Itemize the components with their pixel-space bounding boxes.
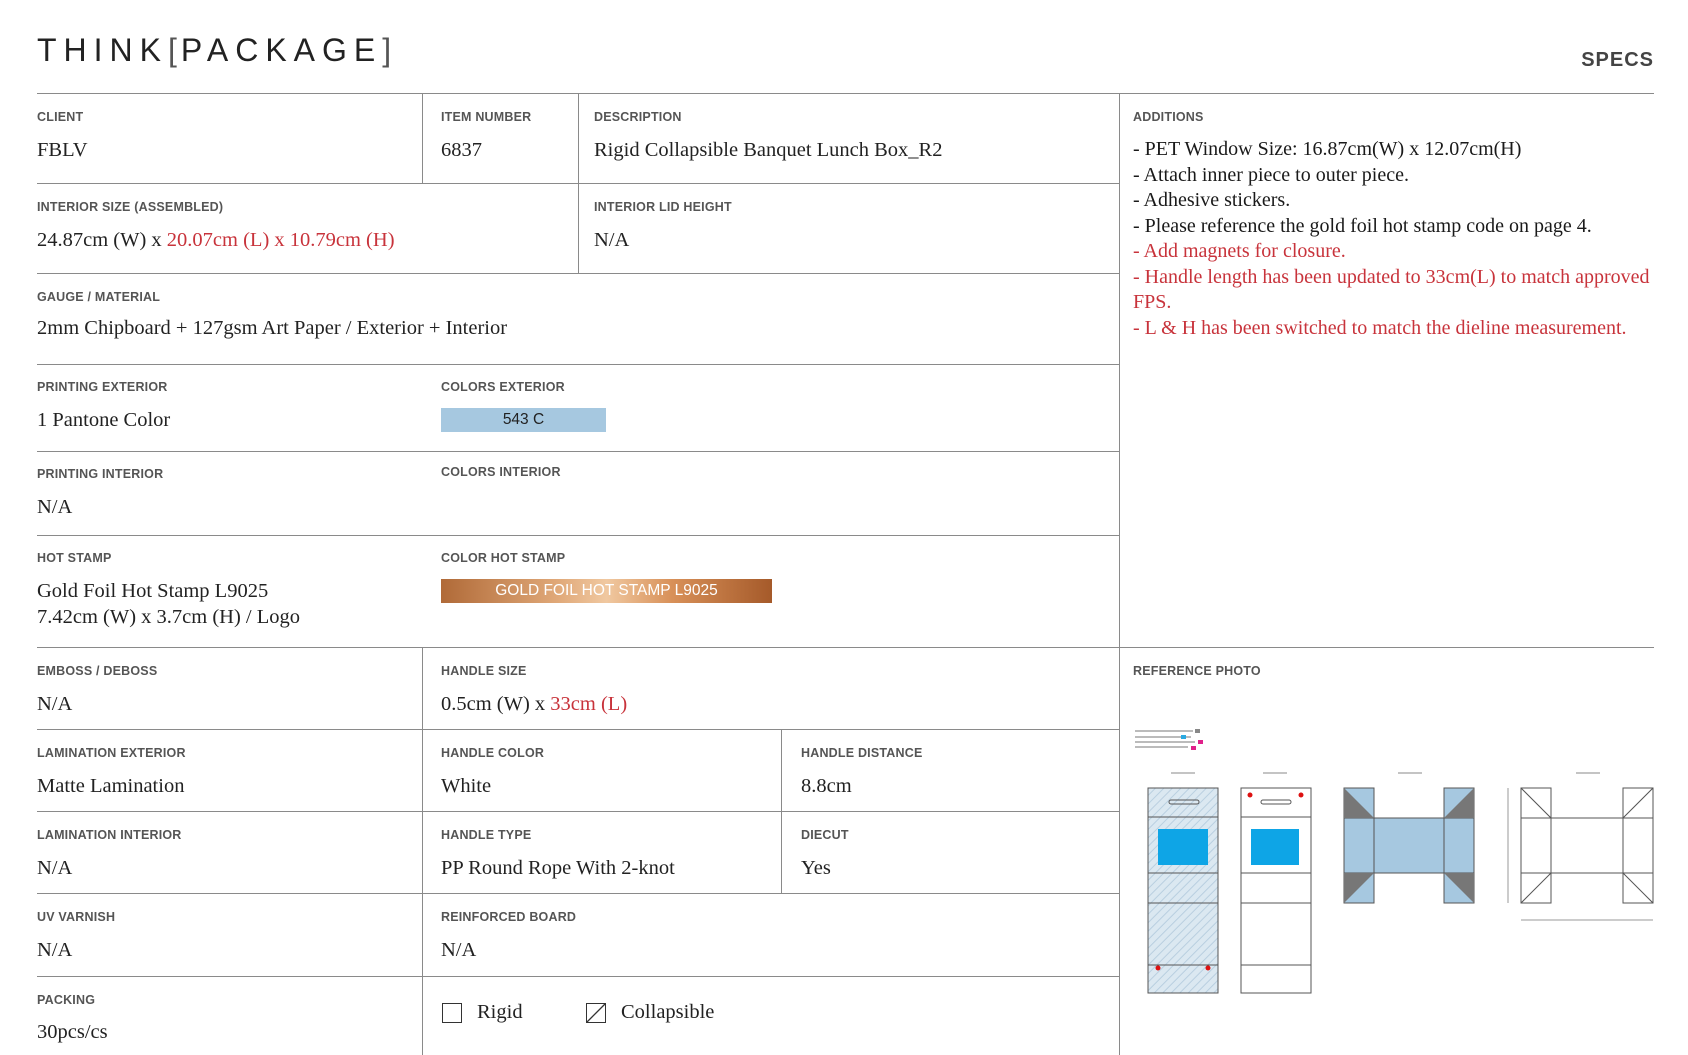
gauge-material-value: 2mm Chipboard + 127gsm Art Paper / Exterior + Interior — [37, 317, 508, 339]
gauge-material-label: GAUGE / MATERIAL — [37, 290, 161, 304]
addition-item-updated: - Handle length has been updated to 33cm(L) to match approved FPS. — [1133, 265, 1650, 313]
packing-value: 30pcs/cs — [37, 1021, 108, 1043]
lamination-exterior-label: LAMINATION EXTERIOR — [37, 746, 186, 760]
divider — [37, 364, 1119, 365]
reference-dieline-image — [1133, 725, 1658, 995]
brand-logo — [37, 32, 395, 69]
hot-stamp-label: HOT STAMP — [37, 551, 112, 565]
emboss-deboss-value: N/A — [37, 693, 73, 715]
additions-list — [1133, 137, 1663, 341]
handle-type-label: HANDLE TYPE — [441, 828, 532, 842]
handle-distance-value: 8.8cm — [801, 775, 852, 797]
addition-item: - Adhesive stickers. — [1133, 189, 1291, 211]
addition-item-updated: - L & H has been switched to match the dieline measurement. — [1133, 316, 1627, 339]
divider — [37, 273, 1119, 274]
interior-size-part: 24.87cm (W) x — [37, 229, 167, 251]
divider — [781, 729, 782, 893]
interior-lid-height-label: INTERIOR LID HEIGHT — [594, 200, 732, 214]
brand-right: PACKAGE — [180, 32, 383, 68]
divider — [37, 647, 1654, 648]
checked-slash-icon — [586, 1003, 606, 1023]
diecut-value: Yes — [801, 857, 831, 879]
collapsible-checkbox[interactable] — [586, 1003, 606, 1023]
handle-color-label: HANDLE COLOR — [441, 746, 545, 760]
collapsible-option-label: Collapsible — [621, 1001, 715, 1023]
handle-size-updated: 33cm (L) — [550, 693, 628, 715]
addition-item: - PET Window Size: 16.87cm(W) x 12.07cm(H) — [1133, 138, 1522, 160]
divider — [37, 535, 1119, 536]
printing-interior-value: N/A — [37, 496, 73, 518]
colors-exterior-label: COLORS EXTERIOR — [441, 380, 565, 394]
colors-interior-label: COLORS INTERIOR — [441, 465, 561, 479]
printing-interior-label: PRINTING INTERIOR — [37, 467, 164, 481]
uv-varnish-value: N/A — [37, 939, 73, 961]
hot-stamp-line1: Gold Foil Hot Stamp L9025 — [37, 580, 269, 602]
client-value: FBLV — [37, 139, 88, 161]
interior-lid-height-value: N/A — [594, 229, 630, 251]
handle-type-value: PP Round Rope With 2-knot — [441, 857, 675, 879]
addition-item: - Attach inner piece to outer piece. — [1133, 163, 1409, 186]
addition-item-updated: - Add magnets for closure. — [1133, 240, 1346, 262]
packing-label: PACKING — [37, 993, 96, 1007]
hot-stamp-line2: 7.42cm (W) x 3.7cm (H) / Logo — [37, 606, 301, 628]
divider — [37, 451, 1119, 452]
brand-bracket-close: ] — [382, 32, 396, 68]
brand-bracket-open: [ — [168, 32, 181, 68]
divider — [422, 647, 423, 1055]
divider — [1119, 93, 1120, 1055]
emboss-deboss-label: EMBOSS / DEBOSS — [37, 664, 158, 678]
additions-label: ADDITIONS — [1133, 110, 1204, 124]
reference-photo-label: REFERENCE PHOTO — [1133, 664, 1261, 678]
uv-varnish-label: UV VARNISH — [37, 910, 116, 924]
pantone-swatch: 543 C — [441, 408, 606, 432]
printing-exterior-value: 1 Pantone Color — [37, 409, 171, 431]
divider — [37, 811, 1119, 812]
divider — [578, 93, 579, 273]
item-number-label: ITEM NUMBER — [441, 110, 532, 124]
interior-size-label: INTERIOR SIZE (ASSEMBLED) — [37, 200, 224, 214]
reinforced-board-value: N/A — [441, 939, 477, 961]
interior-size-updated: 20.07cm (L) x 10.79cm (H) — [166, 229, 395, 251]
rigid-checkbox[interactable] — [442, 1003, 462, 1023]
divider — [37, 729, 1119, 730]
handle-color-value: White — [441, 775, 492, 797]
brand-left: THINK — [37, 32, 168, 68]
divider — [37, 976, 1119, 977]
divider — [422, 93, 423, 183]
description-label: DESCRIPTION — [594, 110, 682, 124]
diecut-label: DIECUT — [801, 828, 849, 842]
lamination-exterior-value: Matte Lamination — [37, 775, 185, 797]
interior-size-value — [37, 227, 395, 253]
addition-item: - Please reference the gold foil hot stamp code on page 4. — [1133, 214, 1592, 237]
divider — [37, 93, 1654, 94]
handle-size-label: HANDLE SIZE — [441, 664, 527, 678]
section-title: SPECS — [1581, 49, 1654, 71]
lamination-interior-label: LAMINATION INTERIOR — [37, 828, 182, 842]
divider — [37, 893, 1119, 894]
printing-exterior-label: PRINTING EXTERIOR — [37, 380, 168, 394]
item-number-value: 6837 — [441, 139, 482, 161]
gold-foil-swatch: GOLD FOIL HOT STAMP L9025 — [441, 579, 772, 603]
handle-size-part: 0.5cm (W) x — [441, 693, 551, 715]
lamination-interior-value: N/A — [37, 857, 73, 879]
rigid-option-label: Rigid — [477, 1001, 523, 1023]
color-hot-stamp-label: COLOR HOT STAMP — [441, 551, 566, 565]
handle-distance-label: HANDLE DISTANCE — [801, 746, 923, 760]
reinforced-board-label: REINFORCED BOARD — [441, 910, 577, 924]
description-value: Rigid Collapsible Banquet Lunch Box_R2 — [594, 139, 943, 161]
handle-size-value — [441, 691, 627, 717]
client-label: CLIENT — [37, 110, 84, 124]
